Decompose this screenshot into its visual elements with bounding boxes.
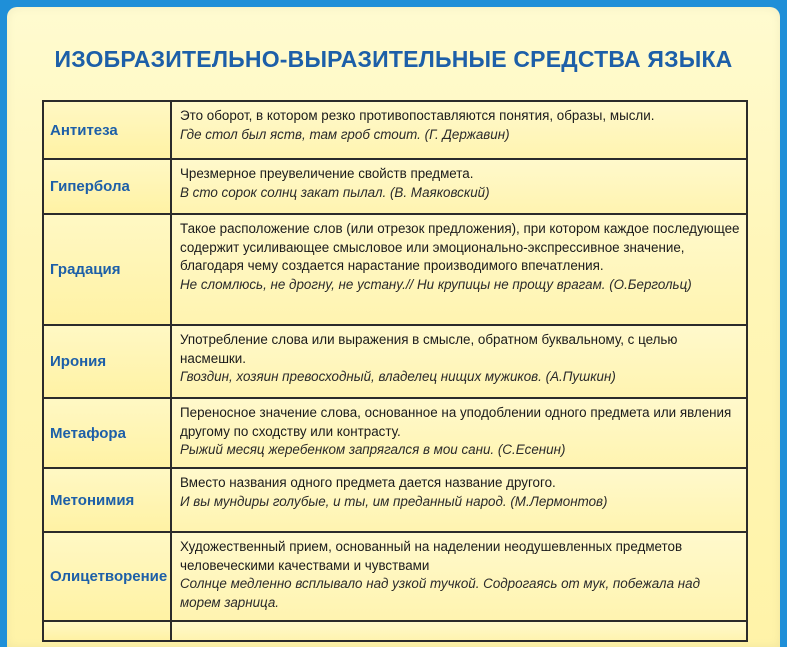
table-row-hyperbole	[44, 160, 746, 215]
definition-text: Употребление слова или выражения в смысле, обратном буквальному, с целью насмешки.	[180, 332, 678, 366]
definition-text: Переносное значение слова, основанное на уподоблении одного предмета или явления другому по сходству или контрасту.	[180, 405, 732, 439]
table-row-metaphor	[44, 399, 746, 469]
term-cell: Гипербола	[44, 160, 172, 213]
example-text: В сто сорок солнц закат пылал. (В. Маяковский)	[180, 184, 490, 200]
definition-text: Вместо названия одного предмета дается название другого.	[180, 475, 556, 490]
term-cell: Градация	[44, 215, 172, 324]
table-row-metonymy	[44, 469, 746, 533]
example-text: Где стол был яств, там гроб стоит. (Г. Державин)	[180, 126, 510, 142]
term-cell: Антитеза	[44, 102, 172, 158]
description-cell	[172, 160, 746, 213]
term-cell: Метонимия	[44, 469, 172, 531]
description-cell	[172, 622, 746, 640]
example-text: Не сломлюсь, не дрогну, не устану.// Ни крупицы не прощу врагам. (О.Бергольц)	[180, 276, 692, 292]
page-title: ИЗОБРАЗИТЕЛЬНО-ВЫРАЗИТЕЛЬНЫЕ СРЕДСТВА ЯЗЫКА	[54, 46, 733, 72]
example-text: Солнце медленно всплывало над узкой тучкой. Содрогаясь от мук, побежала над морем зарница.	[180, 576, 700, 610]
description-cell	[172, 533, 746, 620]
term-cell: Ирония	[44, 326, 172, 397]
definition-text: Художественный прием, основанный на наделении неодушевленных предметов человеческими качествами и чувствами	[180, 539, 683, 573]
description-cell	[172, 215, 746, 324]
description-cell	[172, 326, 746, 397]
definition-text: Такое расположение слов (или отрезок предложения), при котором каждое последующее содержит усиливающее смысловое или эмоционально-экспрессивное значение, благодаря чему создается нарастание производимого впечатления.	[180, 221, 740, 273]
table-row-gradation	[44, 215, 746, 326]
example-text: Рыжий месяц жеребенком запрягался в мои сани. (С.Есенин)	[180, 442, 566, 457]
example-text: Гвоздин, хозяин превосходный, владелец нищих мужиков. (А.Пушкин)	[180, 369, 616, 384]
term-cell: Метафора	[44, 399, 172, 467]
table-row-antithesis	[44, 102, 746, 160]
table-row-personification	[44, 533, 746, 622]
example-text: И вы мундиры голубые, и ты, им преданный народ. (М.Лермонтов)	[180, 493, 608, 509]
definition-text: Это оборот, в котором резко противопоставляются понятия, образы, мысли.	[180, 108, 655, 123]
definition-text: Чрезмерное преувеличение свойств предмета.	[180, 166, 474, 181]
description-cell	[172, 399, 746, 467]
figures-of-speech-table	[42, 100, 748, 642]
description-cell	[172, 469, 746, 531]
table-row-partial	[44, 622, 746, 642]
description-cell	[172, 102, 746, 158]
term-cell	[44, 622, 172, 640]
table-row-irony	[44, 326, 746, 399]
term-cell: Олицетворение	[44, 533, 172, 620]
